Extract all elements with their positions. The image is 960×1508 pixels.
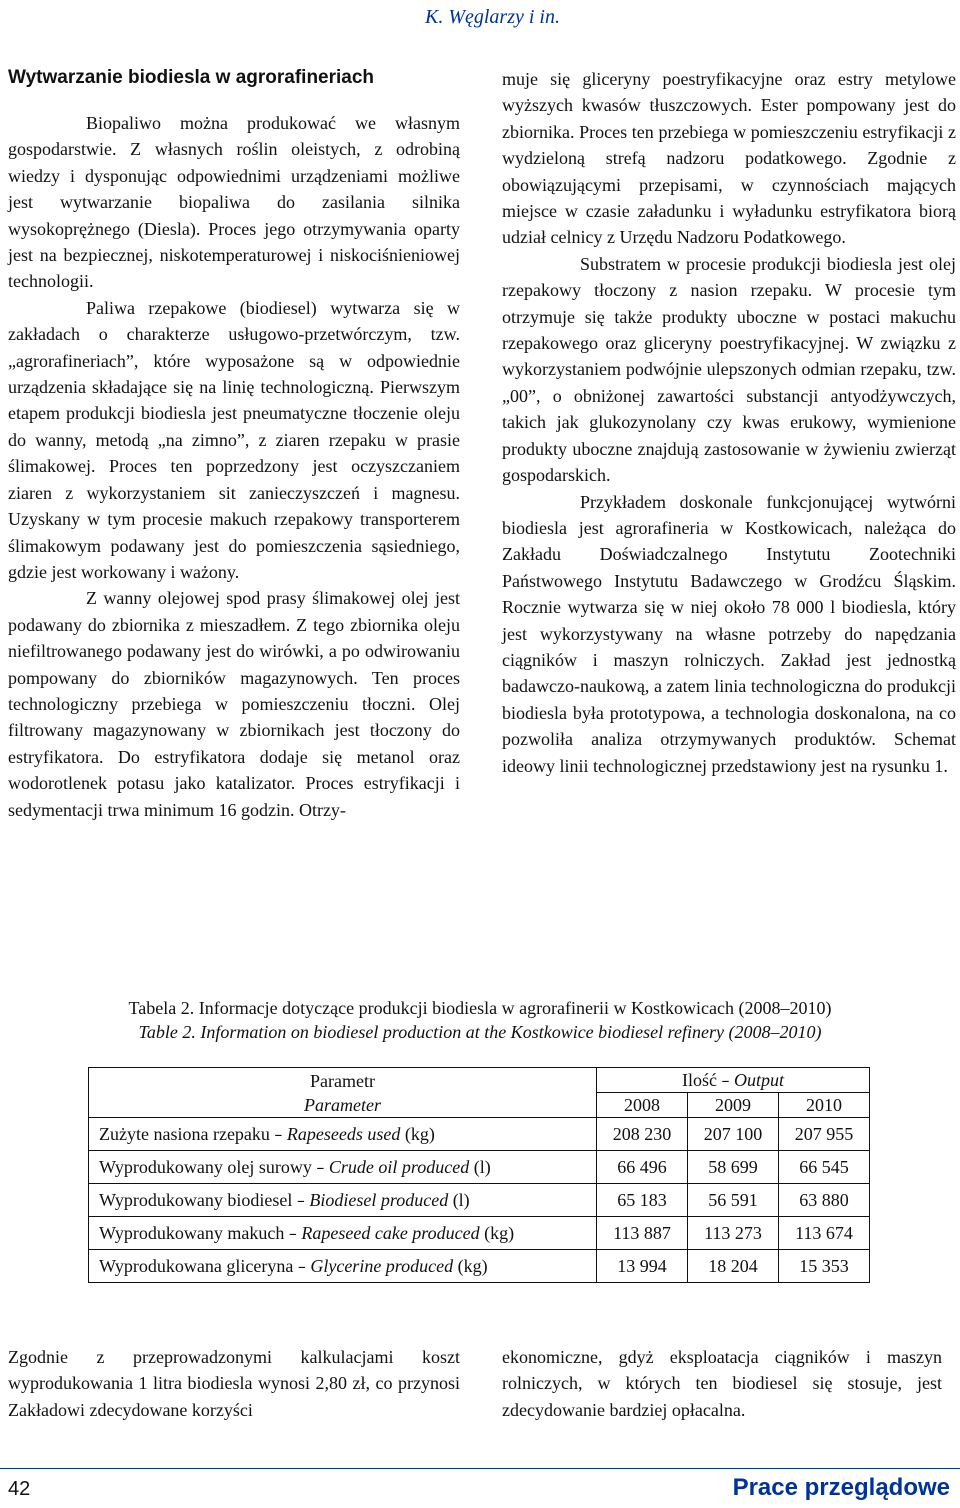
unit: (l): [473, 1156, 491, 1177]
footer-section-title: Prace przeglądowe: [732, 1474, 950, 1501]
output-header-en: Output: [733, 1069, 784, 1090]
dash: –: [288, 1223, 297, 1243]
value-cell: 113 887: [597, 1217, 688, 1250]
parameter-cell: [89, 1118, 597, 1151]
unit: (kg): [404, 1123, 435, 1144]
value-cell: 56 591: [688, 1184, 779, 1217]
parameter-en: Crude oil produced: [328, 1156, 470, 1177]
unit: (kg): [457, 1255, 488, 1276]
dash: –: [297, 1256, 306, 1276]
bottom-right-paragraph: ekonomiczne, gdyż eksploatacja ciągników i maszyn rolniczych, w których ten biodiesel się stosuje, jest zdecydowanie bardziej opłacalna.: [502, 1347, 942, 1420]
output-header-pl: Ilość: [681, 1069, 717, 1090]
value-cell: 58 699: [688, 1151, 779, 1184]
page-number: 42: [8, 1478, 31, 1500]
paragraph: Substratem w procesie produkcji biodiesla jest olej rzepakowy tłoczony z nasion rzepaku. W procesie tym otrzymuje się także produkty uboczne w postaci makuchu rzepakowego oraz gliceryny poestryfikacyjnej. W związku z wykorzystaniem podwójnie ulepszonych odmian rzepaku, tzw. „00”, o obniżonej zawartości substancji antyodżywczych, takich jak glukozynolany czy kwas erukowy, wymienione produkty uboczne znajdują zastosowanie w żywieniu zwierząt gospodarskich.: [502, 253, 956, 486]
value-cell: 63 880: [779, 1184, 870, 1217]
parameter-en: Rapeseeds used: [286, 1123, 401, 1144]
paragraph: Biopaliwo można produkować we własnym gospodarstwie. Z własnych roślin oleistych, z odrobiną wiedzy i dysponując odpowiednimi urządzeniami możliwe jest wytwarzanie biopaliwa do zasilania silnika wysokoprężnego (Diesla). Proces jego otrzymywania oparty jest na bezpiecznej, niskotemperaturowej i niskociśnieniowej technologii.: [8, 113, 460, 292]
parameter-en: Rapeseed cake produced: [301, 1222, 480, 1243]
value-cell: 66 545: [779, 1151, 870, 1184]
parameter-cell: [89, 1184, 597, 1217]
parameter-pl: Zużyte nasiona rzepaku: [99, 1123, 270, 1144]
value-cell: 18 204: [688, 1250, 779, 1283]
table-row: [89, 1184, 870, 1217]
value-cell: 207 100: [688, 1118, 779, 1151]
parameter-header-en: Parameter: [304, 1094, 381, 1115]
section-title: Wytwarzanie biodiesla w agrorafineriach: [8, 67, 375, 88]
value-cell: 65 183: [597, 1184, 688, 1217]
footer-rule: [0, 1468, 960, 1469]
dash: –: [316, 1157, 325, 1177]
parameter-cell: [89, 1217, 597, 1250]
dash: –: [296, 1190, 305, 1210]
table-caption-en: Table 2. Information on biodiesel production at the Kostkowice biodiesel refinery (2008–2010): [138, 1022, 822, 1042]
parameter-en: Biodiesel produced: [309, 1189, 449, 1210]
paragraph: Paliwa rzepakowe (biodiesel) wytwarza się w zakładach o charakterze usługowo-przetwórczym, tzw. „agrorafineriach”, które wyposażone są w odpowiednie urządzenia składające się na linię technologiczną. Pierwszym etapem produkcji biodiesla jest pneumatyczne tłoczenie oleju do wanny, metodą „na zimno”, z ziaren rzepaku w prasie ślimakowej. Proces ten poprzedzony jest oczyszczaniem ziaren z wykorzystaniem sit zanieczyszczeń i magnesu. Uzyskany w tym procesie makuch rzepakowy transporterem ślimakowym podawany jest do pomieszczenia sąsiedniego, gdzie jest workowany i ważony.: [8, 297, 460, 582]
parameter-pl: Wyprodukowany olej surowy: [99, 1156, 312, 1177]
value-cell: 113 674: [779, 1217, 870, 1250]
dash: –: [721, 1070, 730, 1090]
table-caption-pl: Tabela 2. Informacje dotyczące produkcji biodiesla w agrorafinerii w Kostkowicach (2008–2010): [128, 998, 832, 1018]
table-header-row: [89, 1068, 870, 1093]
parameter-cell: [89, 1250, 597, 1283]
left-column: [8, 62, 460, 823]
running-header-authors: K. Węglarzy i in.: [425, 6, 560, 28]
value-cell: 113 273: [688, 1217, 779, 1250]
value-cell: 66 496: [597, 1151, 688, 1184]
parameter-cell: [89, 1151, 597, 1184]
right-column: [502, 66, 956, 779]
year-header: 2010: [779, 1093, 870, 1118]
production-table: [88, 1067, 870, 1283]
dash: –: [274, 1124, 283, 1144]
parameter-pl: Wyprodukowany biodiesel: [99, 1189, 293, 1210]
parameter-header: [89, 1068, 597, 1118]
paragraph: muje się gliceryny poestryfikacyjne oraz estry metylowe wyższych kwasów tłuszczowych. Ester pompowany jest do zbiornika. Proces ten przebiega w pomieszczeniu estryfikacji z wydzieloną strefą nadzoru podatkowego. Zgodnie z obowiązującymi przepisami, w czynnościach mających miejsce w czasie załadunku i wyładunku estryfikatora biorą udział celnicy z Urzędu Nadzoru Podatkowego.: [502, 69, 956, 248]
value-cell: 208 230: [597, 1118, 688, 1151]
table-row: [89, 1118, 870, 1151]
table-row: [89, 1151, 870, 1184]
paragraph: Przykładem doskonale funkcjonującej wytwórni biodiesla jest agrorafineria w Kostkowicach, należąca do Zakładu Doświadczalnego Instytutu Zootechniki Państwowego Instytutu Badawczego w Grodźcu Śląskim. Rocznie wytwarza się w niej około 78 000 l biodiesla, który jest wykorzystywany na własne potrzeby do napędzania ciągników i maszyn rolniczych. Zakład jest jednostką badawczo-naukową, a zatem linia technologiczna do produkcji biodiesla była prototypowa, a technologia doskonalona, na co pozwoliła analiza otrzymywanych produktów. Schemat ideowy linii technologicznej przedstawiony jest na rysunku 1.: [502, 491, 956, 776]
value-cell: 15 353: [779, 1250, 870, 1283]
parameter-header-pl: Parametr: [310, 1070, 375, 1091]
table-row: [89, 1250, 870, 1283]
bottom-left-paragraph: Zgodnie z przeprowadzonymi kalkulacjami koszt wyprodukowania 1 litra biodiesla wynosi 2,80 zł, co przynosi Zakładowi zdecydowane korzyści: [8, 1347, 460, 1420]
paragraph: Z wanny olejowej spod prasy ślimakowej olej jest podawany do zbiornika z mieszadłem. Z tego zbiornika oleju niefiltrowanego podawany jest do wirówki, a po odwirowaniu pompowany do zbiorników magazynowych. Ten proces technologiczny przebiega w pomieszczeniu tłoczni. Olej filtrowany magazynowany w zbiornikach jest tłoczony do estryfikatora. Do estryfikatora dodaje się metanol oraz wodorotlenek potasu jako katalizator. Proces estryfikacji i sedymentacji trwa minimum 16 godzin. Otrzy-: [8, 588, 460, 820]
table-row: [89, 1217, 870, 1250]
parameter-pl: Wyprodukowany makuch: [99, 1222, 285, 1243]
unit: (l): [452, 1189, 470, 1210]
unit: (kg): [484, 1222, 515, 1243]
output-header: [597, 1068, 870, 1093]
parameter-en: Glycerine produced: [310, 1255, 454, 1276]
value-cell: 207 955: [779, 1118, 870, 1151]
value-cell: 13 994: [597, 1250, 688, 1283]
year-header: 2008: [597, 1093, 688, 1118]
parameter-pl: Wyprodukowana gliceryna: [99, 1255, 294, 1276]
year-header: 2009: [688, 1093, 779, 1118]
